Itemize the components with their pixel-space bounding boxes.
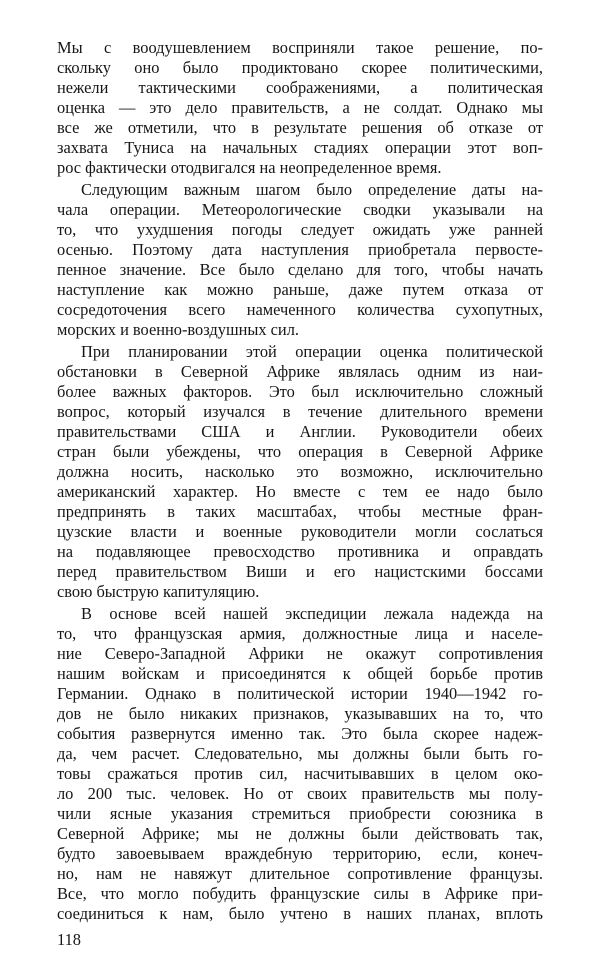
text-line: то, что ухудшения погоды следует ожидать уже ранней	[57, 220, 543, 239]
text-line: осенью. Поэтому дата наступления приобретала первосте-	[57, 240, 543, 259]
text-line: соединиться к нам, было учтено в наших планах, вплоть	[57, 904, 543, 923]
text-line: скольку оно было продиктовано скорее политическими,	[57, 58, 543, 77]
text-line: В основе всей нашей экспедиции лежала надежда на	[81, 604, 543, 623]
text-line: Мы с воодушевлением восприняли такое решение, по-	[57, 38, 543, 57]
text-line: свою быструю капитуляцию.	[57, 582, 260, 601]
text-line: оценка — это дело правительств, а не солдат. Однако мы	[57, 98, 543, 117]
text-line: цузские власти и военные руководители могли сослаться	[57, 522, 543, 541]
text-line: ло 200 тыс. человек. Но от своих правительств мы полу-	[57, 784, 543, 803]
text-line: сосредоточения всего намеченного количества сухопутных,	[57, 300, 543, 319]
text-line: Все, что могло побудить французские силы в Африке при-	[57, 884, 543, 903]
text-line: будто завоевываем враждебную территорию, если, конеч-	[57, 844, 543, 863]
text-line: нежели тактическими соображениями, а политическая	[57, 78, 543, 97]
text-line: Северной Африке; мы не должны были действовать так,	[57, 824, 543, 843]
text-line: обстановки в Северной Африке являлась одним из наи-	[57, 362, 543, 381]
text-line: должна носить, насколько это возможно, исключительно	[57, 462, 543, 481]
text-line: вопрос, который изучался в течение длительного времени	[57, 402, 543, 421]
text-line: товы сражаться против сил, насчитывавших в целом око-	[57, 764, 543, 783]
text-line: Следующим важным шагом было определение даты на-	[81, 180, 543, 199]
text-line: на подавляющее превосходство противника и оправдать	[57, 542, 543, 561]
text-line: более важных факторов. Это был исключительно сложный	[57, 382, 543, 401]
text-line: пенное значение. Все было сделано для того, чтобы начать	[57, 260, 543, 279]
text-line: При планировании этой операции оценка политической	[81, 342, 543, 361]
text-line: захвата Туниса на начальных стадиях операции этот воп-	[57, 138, 543, 157]
text-line: то, что французская армия, должностные лица и населе-	[57, 624, 543, 643]
text-line: все же отметили, что в результате решения об отказе от	[57, 118, 543, 137]
text-line: нашим войскам и присоединятся к общей борьбе против	[57, 664, 543, 683]
text-line: дов не было никаких признаков, указывавших на то, что	[57, 704, 543, 723]
text-line: правительствами США и Англии. Руководители обеих	[57, 422, 543, 441]
text-line: рос фактически отодвигался на неопределенное время.	[57, 158, 442, 177]
text-line: Германии. Однако в политической истории 1940—1942 го-	[57, 684, 543, 703]
text-line: события развернутся именно так. Это была скорее надеж-	[57, 724, 543, 743]
text-line: американский характер. Но вместе с тем ее надо было	[57, 482, 543, 501]
text-line: ние Северо-Западной Африки не окажут сопротивления	[57, 644, 543, 663]
text-line: да, чем расчет. Следовательно, мы должны были быть го-	[57, 744, 543, 763]
text-line: чала операции. Метеорологические сводки указывали на	[57, 200, 543, 219]
text-line: морских и военно-воздушных сил.	[57, 320, 299, 339]
page-number: 118	[57, 930, 81, 949]
text-line: чили ясные указания стремиться приобрести союзника в	[57, 804, 543, 823]
text-line: наступление как можно раньше, даже путем отказа от	[57, 280, 543, 299]
text-line: но, нам не навяжут длительное сопротивление французы.	[57, 864, 543, 883]
text-line: стран были убеждены, что операция в Северной Африке	[57, 442, 543, 461]
text-line: предпринять в таких масштабах, чтобы местные фран-	[57, 502, 543, 521]
text-line: перед правительством Виши и его нацистскими боссами	[57, 562, 543, 581]
